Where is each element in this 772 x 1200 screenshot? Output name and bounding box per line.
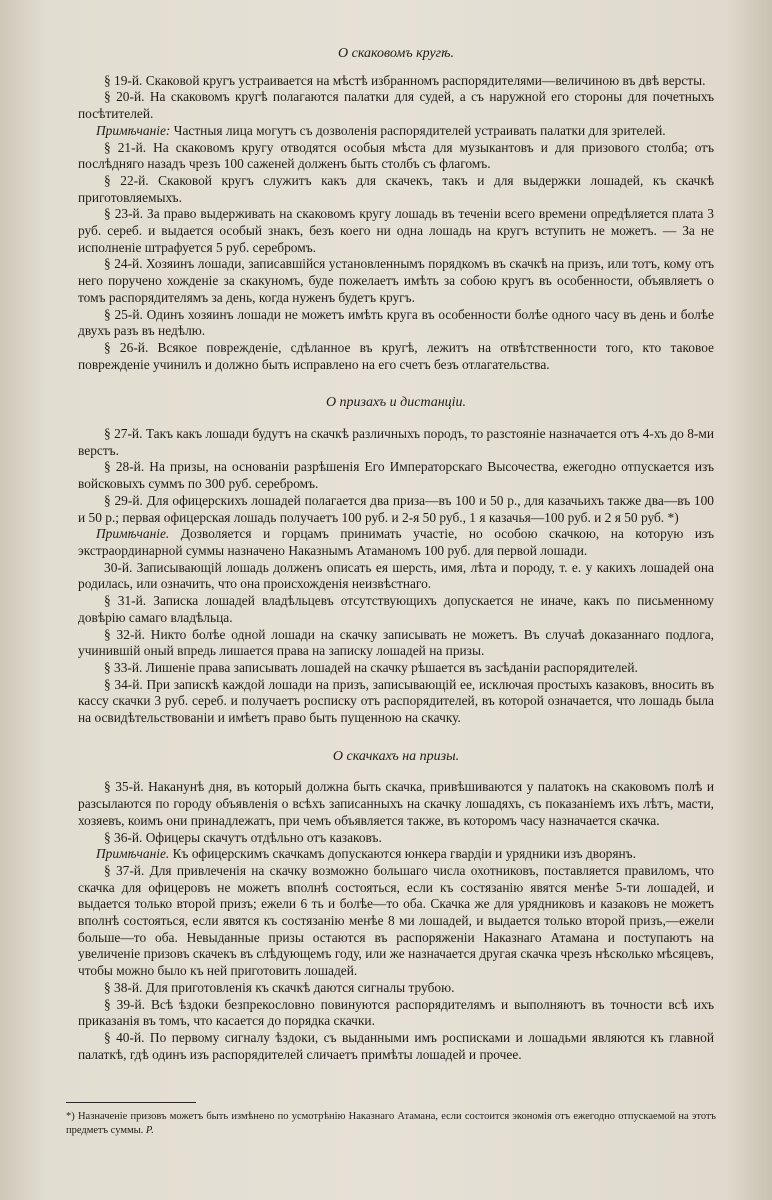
paragraph: § 21-й. На скаковомъ кругу отводятся особыя мѣста для музыкантовъ и для призового столба; отъ послѣдняго назадъ чрезъ 100 саженей долженъ быть столбъ съ флагомъ. [78, 139, 714, 172]
paragraph: § 31-й. Записка лошадей владѣльцевъ отсутствующихъ допускается не иначе, какъ по письменному довѣрію самаго владѣльца. [78, 593, 714, 625]
footnote-signature: Р. [145, 1125, 154, 1136]
paragraph: § 19-й. Скаковой кругъ устраивается на мѣстѣ избранномъ распорядителями—величиною въ двѣ версты. [104, 72, 706, 88]
note-label: Примѣчаніе: [96, 122, 171, 138]
note-paragraph [78, 123, 714, 140]
section-race-track [78, 73, 714, 374]
paragraph: § 35-й. Наканунѣ дня, въ который должна быть скачка, привѣшиваются у палатокъ на скаковомъ полѣ и разсылаются по городу объявленія о всѣхъ записанныхъ на скачку лошадяхъ, съ показаніемъ ихъ лѣтъ, масти, хозяевъ, коимъ они принадлежатъ, при чемъ объявляется также, въ которомъ часу назначается скачка. [78, 779, 714, 828]
paragraph: 30-й. Записывающій лошадь долженъ описать ея шерсть, имя, лѣта и породу, т. е. у какихъ лошадей она родилась, или означить, что она происхожденія неизвѣстнаго. [78, 559, 714, 592]
paragraph: § 37-й. Для привлеченія на скачку возможно большаго числа охотниковъ, поставляется правиломъ, что скачка для офицеровъ не можетъ вполнѣ состояться, если къ состязанію явятся менѣе 5-ти лошадей, и выдается только второй призъ; ежели 6 ть и болѣе—то оба. Скачка же для урядниковъ и казаковъ не можетъ вполнѣ состояться, если явятся къ состязанію менѣе 8 ми лошадей, и выдается только второй призъ,—ежели больше—то оба. Невыданные призы остаются въ распоряженіи Наказнаго Атамана и поступаютъ на увеличеніе призовъ скачекъ въ слѣдующемъ году, или же назначается другая скачка чрезъ нѣсколько мѣсяцевъ, чтобы можно было къ ней приготовить лошадей. [78, 862, 714, 979]
section-prizes [78, 426, 714, 727]
paragraph: § 34-й. При запискѣ каждой лошади на призъ, записывающій ее, исключая простыхъ казаковъ, вносить въ кассу скачки 3 руб. сереб. и получаетъ росписку отъ распорядителей, въ которой означается, что лошадь была на освидѣтельствованіи и имѣетъ право быть пущенною на скачку. [78, 676, 714, 726]
paragraph: § 25-й. Одинъ хозяинъ лошади не можетъ имѣть круга въ особенности болѣе одного часу въ день и болѣе двухъ разъ въ недѣлю. [78, 306, 714, 339]
section-races [78, 779, 714, 1063]
paragraph: § 28-й. На призы, на основаніи разрѣшенія Его Императорскаго Высочества, ежегодно отпускается изъ войсковыхъ суммъ по 300 руб. серебромъ. [78, 459, 714, 492]
heading-race-track: О скаковомъ кругѣ. [338, 46, 454, 61]
paragraph: § 39-й. Всѣ ѣздоки безпрекословно повинуются распорядителямъ и выполняютъ въ точности всѣ ихъ приказанія въ томъ, что касается до порядка скачки. [78, 996, 714, 1029]
paragraph: § 36-й. Офицеры скачутъ отдѣльно отъ казаковъ. [104, 829, 382, 845]
note-paragraph [78, 526, 714, 559]
paragraph: § 33-й. Лишеніе права записывать лошадей на скачку рѣшается въ засѣданіи распорядителей. [104, 659, 638, 675]
paragraph: § 20-й. На скаковомъ кругѣ полагаются палатки для судей, а съ наружной его стороны для почетныхъ посѣтителей. [78, 89, 714, 122]
note-paragraph [78, 846, 714, 863]
note-text: Дозволяется и горцамъ принимать участіе, но особою скачкою, на которую изъ экстраординарной суммы назначено Наказнымъ Атаманомъ 100 руб. для первой лошади. [78, 526, 714, 558]
paragraph: § 22-й. Скаковой кругъ служитъ какъ для скачекъ, такъ и для выдержки лошадей, къ скачкѣ приготовляемыхъ. [78, 172, 714, 205]
footnote-text: *) Назначеніе призовъ можетъ быть измѣнено по усмотрѣнію Наказнаго Атамана, если состоится экономія отъ ежегодно отпускаемой на этотъ предметъ суммы. [66, 1111, 716, 1136]
paragraph: § 26-й. Всякое поврежденіе, сдѣланное въ кругѣ, лежитъ на отвѣтственности того, кто таковое поврежденіе учинилъ и должно быть исправлено на его счетъ безъ отлагательства. [78, 339, 714, 372]
paragraph: § 32-й. Никто болѣе одной лошади на скачку записывать не можетъ. Въ случаѣ доказаннаго подлога, учинившій оный впредь лишается права на записку лошадей на призы. [78, 626, 714, 659]
paragraph: § 38-й. Для приготовленія къ скачкѣ даются сигналы трубою. [104, 979, 455, 995]
paragraph: § 23-й. За право выдерживать на скаковомъ кругу лошадь въ теченіи всего времени опредѣляется плата 3 руб. сереб. и выдается особый знакъ, безъ коего ни одна лошадь на кругъ вступить не можетъ. — За не исполненіе штрафуется 5 руб. серебромъ. [78, 206, 714, 255]
footnote-divider [66, 1102, 196, 1103]
heading-prizes: О призахъ и дистанціи. [325, 395, 467, 411]
paragraph: § 40-й. По первому сигналу ѣздоки, съ выданными имъ росписками и лошадьми являются къ главной палаткѣ, гдѣ одинъ изъ распорядителей сличаетъ примѣты лошадей и прочее. [78, 1029, 714, 1062]
note-text: Частныя лица могутъ съ дозволенія распорядителей устраивать палатки для зрителей. [170, 122, 666, 138]
note-text: Къ офицерскимъ скачкамъ допускаются юнкера гвардіи и урядники изъ дворянъ. [169, 846, 636, 862]
document-body [78, 40, 714, 1063]
footnote [66, 1110, 716, 1138]
note-label: Примѣчаніе. [96, 526, 170, 542]
paragraph: § 24-й. Хозяинъ лошади, записавшійся установленнымъ порядкомъ въ скачкѣ на призъ, или тотъ, кому отъ него поручено хожденіе за скакуномъ, буде пожелаетъ имѣть за собою кругъ въ особенности, объявляетъ о томъ распорядителямъ за день, когда нуженъ будетъ кругъ. [78, 256, 714, 305]
note-label: Примѣчаніе. [96, 846, 170, 862]
paragraph: § 29-й. Для офицерскихъ лошадей полагается два приза—въ 100 и 50 р., для казачьихъ также два—въ 100 и 50 р.; первая офицерская лошадь получаетъ 100 руб. и 2-я 50 руб., 1 я казачья—100 руб. и 2 я 50 руб. *) [78, 492, 714, 525]
paragraph: § 27-й. Такъ какъ лошади будутъ на скачкѣ различныхъ породъ, то разстояніе назначается отъ 4-хъ до 8-ми верстъ. [78, 426, 714, 458]
heading-races: О скачкахъ на призы. [332, 748, 460, 764]
